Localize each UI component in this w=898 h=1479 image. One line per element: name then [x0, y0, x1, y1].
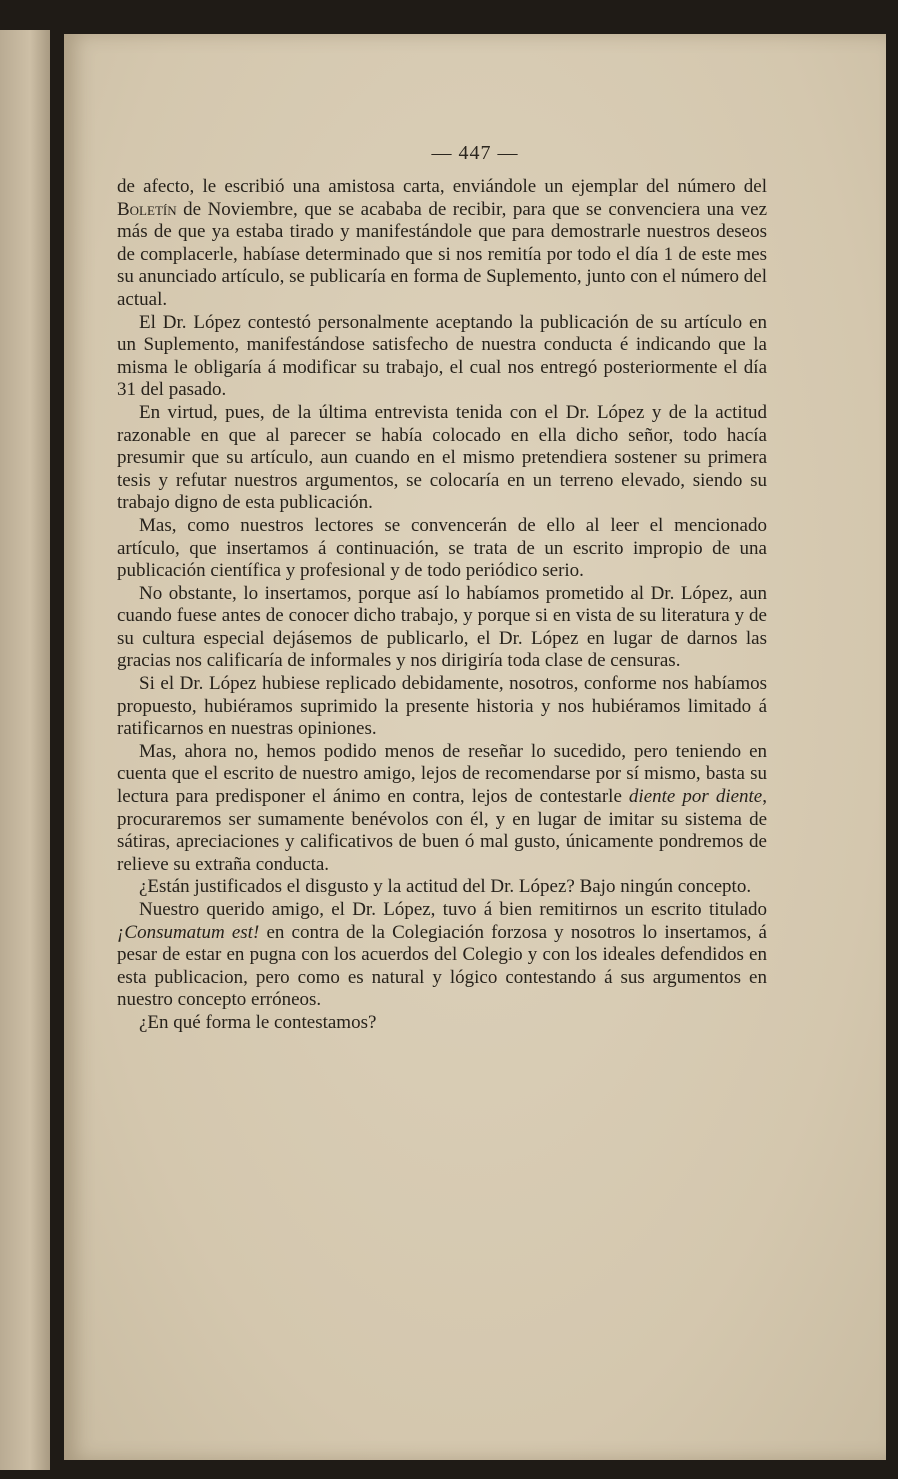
paragraph — [117, 876, 767, 899]
paragraph — [117, 312, 767, 402]
text-run: Mas, como nuestros lectores se convencerán de ello al leer el mencionado artículo, que insertamos á continuación, se trata de un escrito impropio de una publicación científica y profesional y de todo periódico serio. — [117, 514, 767, 582]
text-run: ¿Están justificados el disgusto y la actitud del Dr. López? Bajo ningún concepto. — [139, 876, 752, 898]
text-run: de afecto, le escribió una amistosa carta, enviándole un ejemplar del número del — [117, 176, 767, 197]
paragraph — [117, 899, 767, 1012]
paragraph — [117, 402, 767, 515]
paragraph — [117, 176, 767, 312]
paragraph — [117, 741, 767, 877]
book-page — [64, 34, 886, 1460]
paragraph — [117, 515, 767, 583]
text-run: en contra de la Colegiación forzosa y nosotros lo insertamos, á pesar de estar en pugna con los acuerdos del Colegio y con los ideales defendidos en esta publicacion, pero como es natural y lógico contestando á sus argumentos en nuestro concepto erróneos. — [117, 921, 767, 1011]
left-page-edge — [0, 30, 50, 1470]
text-run: En virtud, pues, de la última entrevista tenida con el Dr. López y de la actitud razonable en que al parecer se había colocado en ella dicho señor, todo hacía presumir que su artículo, aun cuando en el mismo pretendiera sostener su primera tesis y refutar nuestros argumentos, se colocaría en un terreno elevado, siendo su trabajo digno de esta publicación. — [117, 401, 767, 514]
italic-text: ¡Consumatum est! — [117, 921, 260, 943]
text-run: Mas, ahora no, hemos podido menos de reseñar lo sucedido, pero teniendo en cuenta que el escrito de nuestro amigo, lejos de recomendarse por sí mismo, basta su lectura para predisponer el ánimo en contra, lejos de contestarle — [117, 740, 767, 808]
page-number: — 447 — — [431, 142, 519, 164]
text-run: Nuestro querido amigo, el Dr. López, tuvo á bien remitirnos un escrito titulado — [139, 899, 767, 920]
paragraph — [117, 1012, 767, 1035]
body-text — [117, 176, 767, 1035]
small-caps-text: Boletín — [117, 198, 177, 220]
paragraph — [117, 673, 767, 741]
paragraph — [117, 583, 767, 673]
italic-text: diente por diente — [628, 786, 763, 808]
text-run: de Noviembre, que se acababa de recibir, para que se convenciera una vez más de que ya estaba tirado y manifestándole que para demostrarle nuestros deseos de complacerle, habíase determinado que si nos remitía por todo el día 1 de este mes su anunciado artículo, se publicaría en forma de Suplemento, junto con el número del actual. — [117, 198, 767, 310]
text-run: El Dr. López contestó personalmente aceptando la publicación de su artículo en un Suplemento, manifestándose satisfecho de nuestra conducta é indicando que la misma le obligaría á modificar su trabajo, el cual nos entregó posteriormente el día 31 del pasado. — [117, 311, 767, 401]
text-run: ¿En qué forma le contestamos? — [139, 1011, 377, 1033]
text-run: No obstante, lo insertamos, porque así lo habíamos prometido al Dr. López, aun cuando fuese antes de conocer dicho trabajo, y porque si en vista de su literatura y de su cultura especial dejásemos de publicarlo, el Dr. López en lugar de darnos las gracias nos calificaría de informales y nos dirigiría toda clase de censuras. — [117, 582, 767, 672]
text-run: Si el Dr. López hubiese replicado debidamente, nosotros, conforme nos habíamos propuesto, hubiéramos suprimido la presente historia y nos hubiéramos limitado á ratificarnos en nuestras opiniones. — [117, 673, 767, 740]
text-run: , procuraremos ser sumamente benévolos con él, y en lugar de imitar su sistema de sátiras, apreciaciones y calificativos de buen ó mal gusto, únicamente pondremos de relieve su extraña conducta. — [117, 786, 767, 875]
